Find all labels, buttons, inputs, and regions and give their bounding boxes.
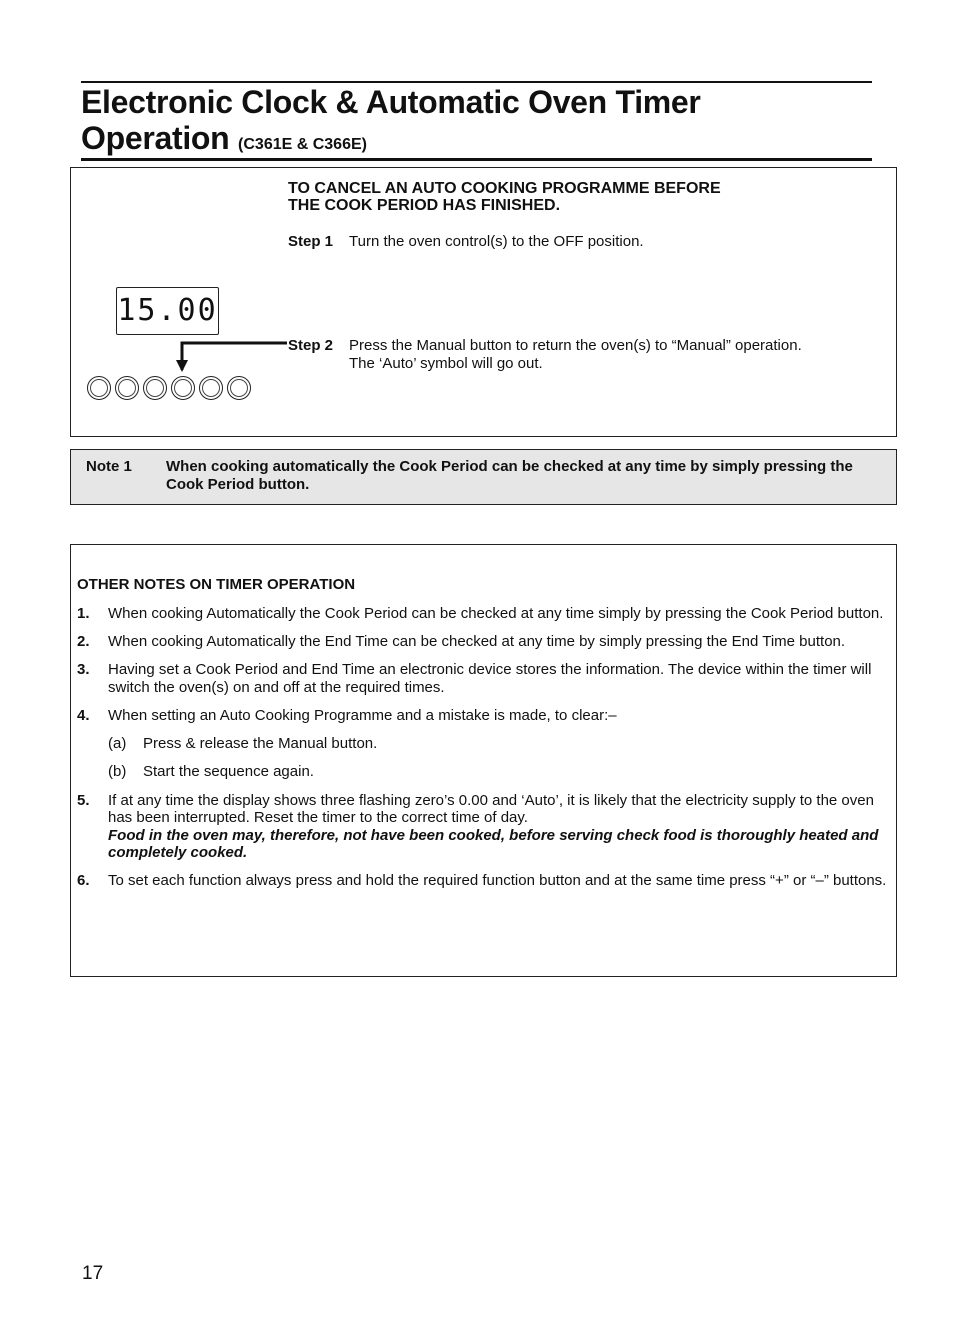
- list-item-number: 4.: [77, 706, 90, 724]
- list-item-number: 6.: [77, 872, 90, 889]
- sub-list-item-label: (b): [108, 763, 127, 780]
- step-1-label: Step 1: [288, 233, 334, 250]
- timer-button-5[interactable]: [199, 376, 223, 400]
- list-item-number: 1.: [77, 605, 90, 622]
- safety-warning: Food in the oven may, therefore, not have been cooked, before serving check food is thoroughly heated and completely cooked.: [108, 826, 879, 861]
- sub-list-item-label: (a): [108, 734, 127, 752]
- page-title-line2: [81, 120, 881, 163]
- manual-button-pointer-arrow: [171, 336, 291, 376]
- other-notes-list: [77, 605, 887, 900]
- model-numbers: (C361E & C366E): [238, 136, 367, 153]
- timer-button-3[interactable]: [143, 376, 167, 400]
- step-2-text-line2: The ‘Auto’ symbol will go out.: [349, 355, 543, 372]
- list-item: [77, 792, 887, 862]
- cancel-heading: [288, 180, 808, 214]
- list-item: [77, 605, 887, 623]
- page-number: 17: [82, 1263, 104, 1284]
- list-item: [77, 707, 887, 725]
- sub-list-item: [77, 735, 887, 753]
- other-notes-heading: OTHER NOTES ON TIMER OPERATION: [77, 576, 356, 593]
- timer-button-6[interactable]: [227, 376, 251, 400]
- list-item: [77, 872, 887, 890]
- list-item-number: 2.: [77, 633, 90, 650]
- list-item-text: Having set a Cook Period and End Time an electronic device stores the information. The device within the timer will switch the oven(s) on and off at the required times.: [108, 661, 872, 696]
- sub-list-item-text: Start the sequence again.: [143, 763, 314, 780]
- list-item-text: When setting an Auto Cooking Programme and a mistake is made, to clear:–: [108, 706, 617, 724]
- step-2-text-line1: Press the Manual button to return the oven(s) to “Manual” operation.: [349, 337, 802, 354]
- timer-button-1[interactable]: [87, 376, 111, 400]
- list-item-text: To set each function always press and hold the required function button and at the same time press “+” or “–” buttons.: [108, 872, 887, 889]
- list-item: [77, 633, 887, 651]
- step-2-text: [349, 337, 869, 373]
- title-top-rule: [81, 81, 872, 83]
- title-bottom-rule: [81, 158, 872, 161]
- manual-button[interactable]: [171, 376, 195, 400]
- list-item-text: If at any time the display shows three flashing zero’s 0.00 and ‘Auto’, it is likely that the electricity supply to the oven has been interrupted. Reset the timer to the correct time of day.: [108, 791, 874, 826]
- list-item-text: When cooking Automatically the End Time can be checked at any time by simply pressing the End Time button.: [108, 633, 846, 650]
- note-text: When cooking automatically the Cook Period can be checked at any time by simply pressing the Cook Period button.: [166, 458, 853, 493]
- timer-display: [116, 287, 219, 335]
- sub-list-item: [77, 763, 887, 781]
- page-title-line1: Electronic Clock & Automatic Oven Timer: [81, 84, 701, 120]
- timer-display-value: 15.00: [117, 293, 218, 328]
- other-notes-section: [70, 544, 897, 977]
- note-box: [70, 449, 897, 505]
- cancel-heading-line1: TO CANCEL AN AUTO COOKING PROGRAMME BEFORE: [288, 180, 721, 197]
- note-label: Note 1: [86, 458, 132, 475]
- list-item-number: 5.: [77, 791, 90, 809]
- page-title: [81, 84, 881, 163]
- cancel-programme-section: [70, 167, 897, 437]
- list-item-text: When cooking Automatically the Cook Period can be checked at any time simply by pressing the Cook Period button.: [108, 605, 884, 622]
- page-title-operation: Operation: [81, 120, 230, 156]
- cancel-heading-line2: THE COOK PERIOD HAS FINISHED.: [288, 197, 561, 214]
- step-1-text: Turn the oven control(s) to the OFF position.: [349, 233, 644, 250]
- list-item: [77, 661, 887, 696]
- step-2-label: Step 2: [288, 337, 334, 354]
- timer-button-2[interactable]: [115, 376, 139, 400]
- sub-list-item-text: Press & release the Manual button.: [143, 734, 378, 752]
- list-item-number: 3.: [77, 661, 90, 678]
